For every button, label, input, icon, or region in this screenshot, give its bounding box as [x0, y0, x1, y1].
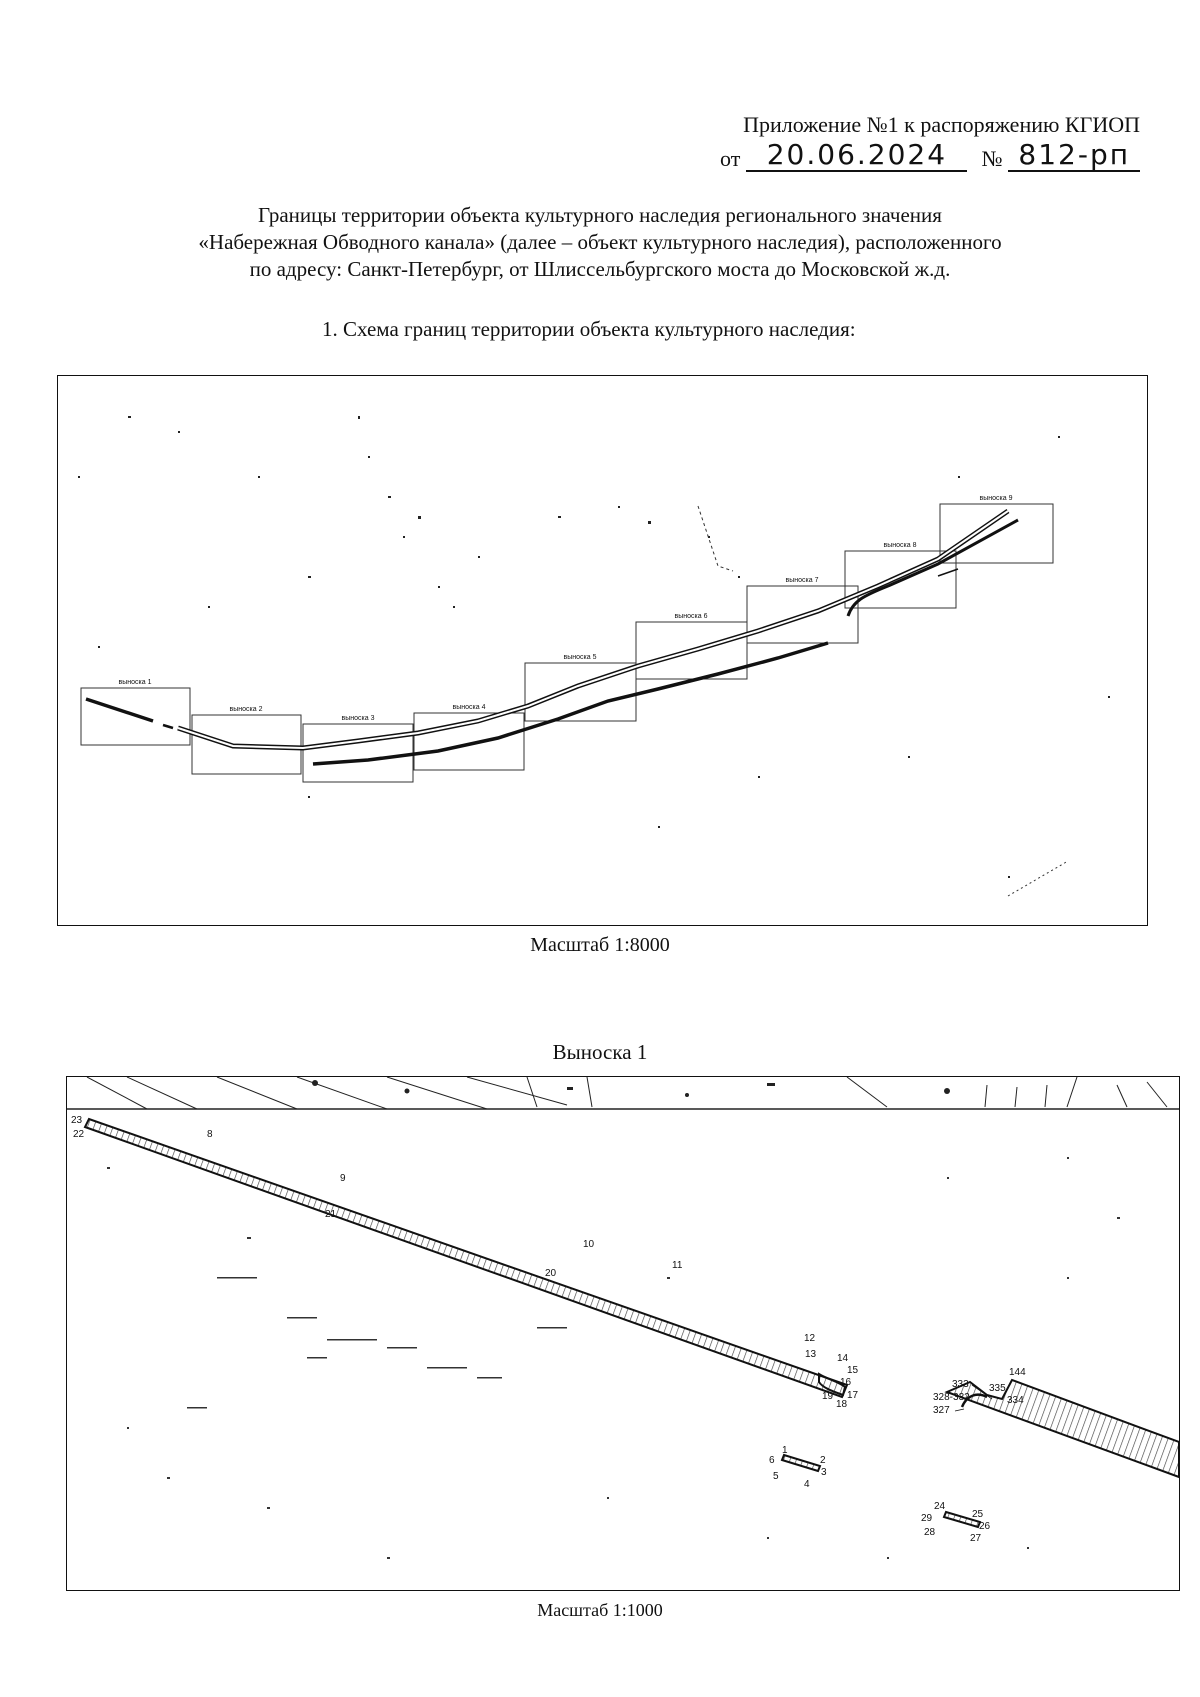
point-label: 23	[71, 1115, 83, 1126]
point-label: 3	[821, 1467, 827, 1478]
point-label: 333	[952, 1379, 969, 1390]
background-marks	[107, 1157, 1120, 1559]
point-label: 9	[340, 1173, 346, 1184]
callout-label: выноска 9	[979, 495, 1013, 502]
callout-label: выноска 4	[452, 704, 486, 711]
callout-1-map	[66, 1076, 1180, 1591]
point-label: 22	[73, 1129, 85, 1140]
title-line-3: по адресу: Санкт-Петербург, от Шлиссельбургского моста до Московской ж.д.	[249, 257, 951, 281]
point-label: 10	[583, 1239, 595, 1250]
point-label: 21	[325, 1209, 337, 1220]
point-label: 2	[820, 1455, 826, 1466]
point-label: 327	[933, 1405, 950, 1416]
parcel-1-6	[782, 1455, 820, 1471]
callout-label: выноска 7	[785, 577, 819, 584]
embankment-territory-2	[947, 1380, 1179, 1477]
callout-label: выноска 1	[118, 679, 152, 686]
point-label: 16	[840, 1377, 852, 1388]
street-strip	[67, 1077, 1179, 1109]
point-label: 8	[207, 1129, 213, 1140]
point-label: 334	[1007, 1395, 1024, 1406]
order-date: 20.06.2024	[746, 140, 967, 172]
callout-label: выноска 6	[674, 613, 708, 620]
point-label: 1	[782, 1445, 788, 1456]
overview-map-drawing	[58, 376, 1147, 925]
point-label: 335	[989, 1383, 1006, 1394]
embankment-territory-1	[85, 1119, 847, 1397]
title-line-2: «Набережная Обводного канала» (далее – объект культурного наследия), расположенного	[198, 230, 1002, 254]
overview-scale: Масштаб 1:8000	[530, 934, 670, 956]
point-label: 6	[769, 1455, 775, 1466]
point-label: 5	[773, 1471, 779, 1482]
point-label: 328-332	[933, 1392, 970, 1403]
document-title	[100, 202, 1100, 283]
callout-1-title: Выноска 1	[552, 1040, 648, 1064]
embankment-boundaries	[86, 511, 1018, 764]
point-label: 25	[972, 1509, 984, 1520]
callout-1-scale: Масштаб 1:1000	[537, 1600, 663, 1620]
order-line	[720, 140, 1140, 172]
appendix-line: Приложение №1 к распоряжению КГИОП	[743, 112, 1140, 137]
point-label: 15	[847, 1365, 859, 1376]
point-label: 28	[924, 1527, 936, 1538]
point-label: 17	[847, 1390, 859, 1401]
map-background-marks	[78, 416, 1110, 878]
point-label: 29	[921, 1513, 933, 1524]
title-line-1: Границы территории объекта культурного наследия регионального значения	[258, 203, 942, 227]
callout-label: выноска 5	[563, 654, 597, 661]
order-number: 812-рп	[1008, 140, 1140, 172]
point-label: 4	[804, 1479, 810, 1490]
point-label: 24	[934, 1501, 946, 1512]
point-label: 20	[545, 1268, 557, 1279]
section-heading: 1. Схема границ территории объекта культурного наследия:	[322, 317, 856, 341]
point-label: 11	[672, 1260, 683, 1271]
callout-label: выноска 2	[229, 706, 263, 713]
point-label: 144	[1009, 1367, 1026, 1378]
point-label: 26	[979, 1521, 991, 1532]
point-label: 27	[970, 1533, 982, 1544]
callout-label: выноска 3	[341, 715, 375, 722]
number-label: №	[981, 146, 1003, 171]
callout-1-drawing	[67, 1077, 1179, 1590]
point-label: 13	[805, 1349, 817, 1360]
from-label: от	[720, 146, 741, 171]
overview-map	[57, 375, 1148, 926]
point-label: 18	[836, 1399, 848, 1410]
point-label: 19	[822, 1391, 834, 1402]
point-label: 14	[837, 1353, 849, 1364]
callout-label: выноска 8	[883, 542, 917, 549]
document-header	[720, 112, 1140, 172]
point-label: 12	[804, 1333, 816, 1344]
